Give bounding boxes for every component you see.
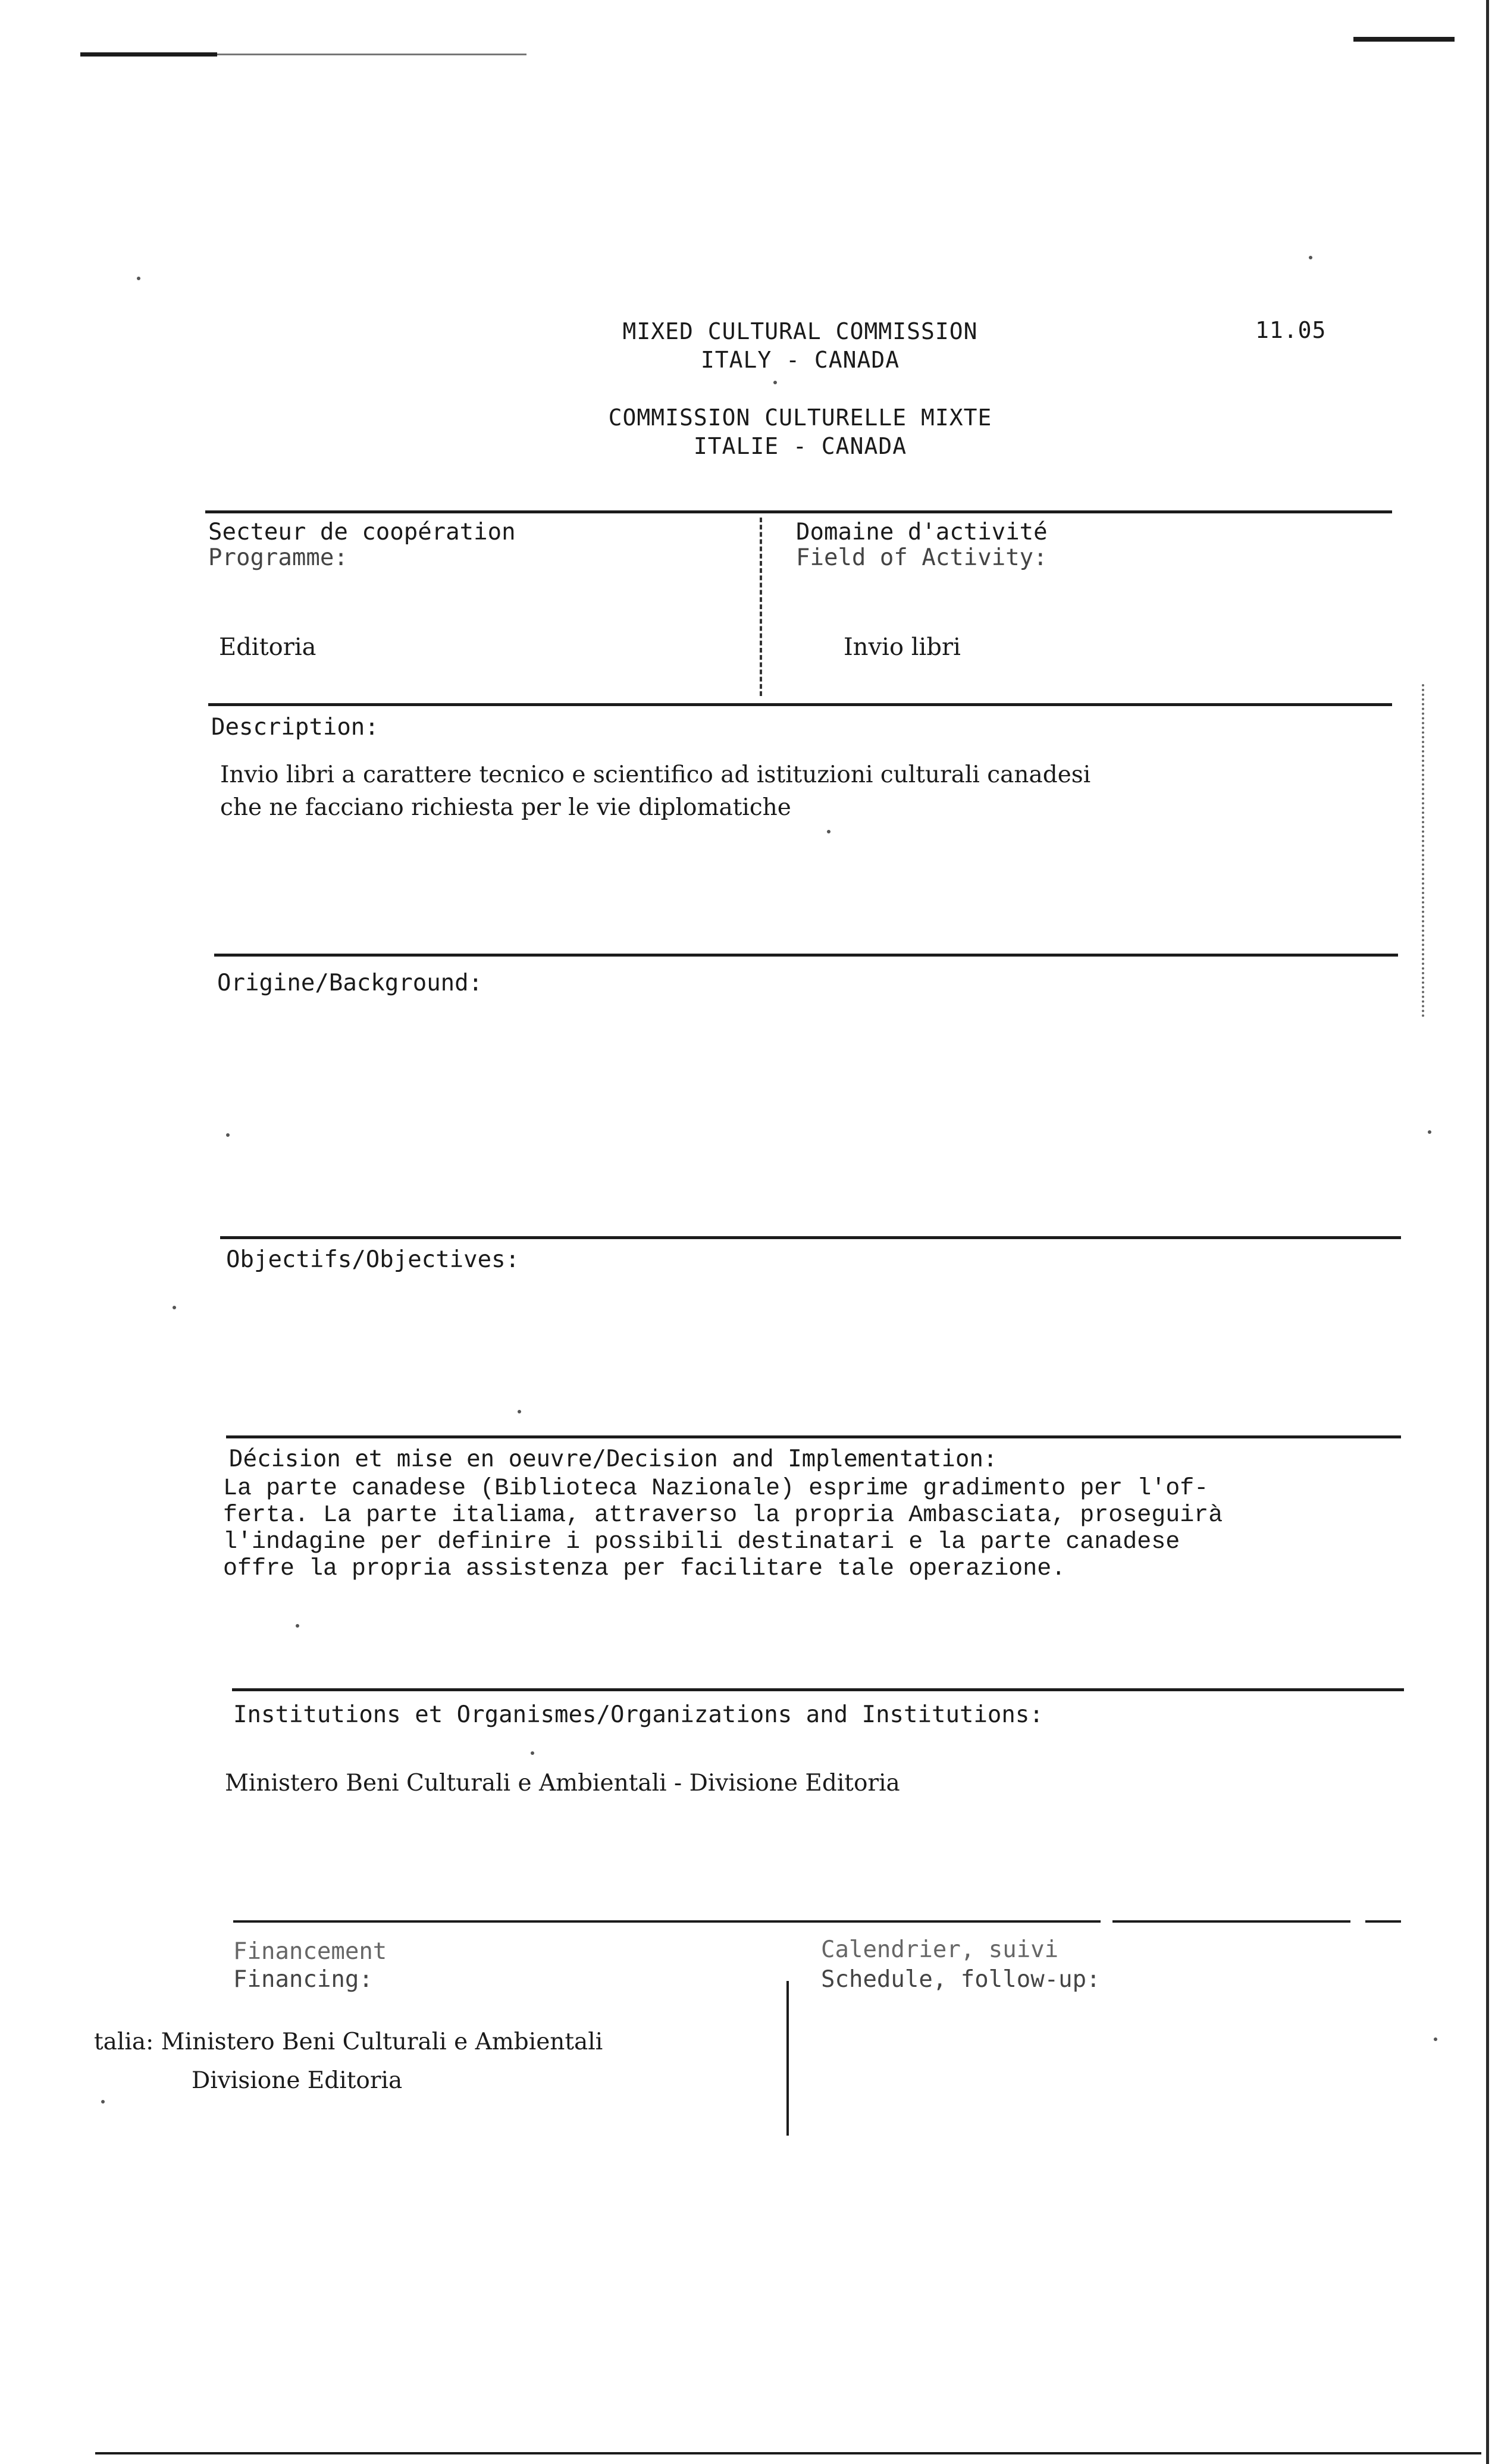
description-line2: che ne facciano richiesta per le vie diplomatiche <box>220 794 791 821</box>
decision-line1: La parte canadese (Biblioteca Nazionale) esprime gradimento per l'of- <box>223 1475 1209 1502</box>
scan-speck <box>1428 1130 1431 1134</box>
sector-value: Editoria <box>219 634 316 661</box>
schedule-label-en: Schedule, follow-up: <box>821 1966 1101 1993</box>
scan-speck <box>827 830 830 833</box>
sector-label-fr: Secteur de coopération <box>208 519 516 546</box>
scan-rule-top-left-faint <box>217 54 526 55</box>
scan-speck <box>226 1133 230 1137</box>
divider-financing-schedule <box>786 1981 789 2136</box>
domain-value: Invio libri <box>844 634 961 661</box>
schedule-label-fr: Calendrier, suivi <box>821 1936 1059 1963</box>
decision-line3: l'indagine per definire i possibili destinatari e la parte canadese <box>223 1529 1180 1556</box>
title-fr-line2: ITALIE - CANADA <box>693 433 907 459</box>
scan-speck <box>518 1410 521 1413</box>
scan-speck <box>531 1751 534 1755</box>
financing-label-fr: Financement <box>233 1938 387 1965</box>
rule-financing-top-a <box>233 1920 1101 1923</box>
scan-rule-top-right <box>1353 37 1455 42</box>
background-label: Origine/Background: <box>217 970 483 996</box>
financing-value-line2: Divisione Editoria <box>192 2067 403 2094</box>
title-en-line2: ITALY - CANADA <box>700 347 900 373</box>
sector-label-en: Programme: <box>208 544 348 571</box>
rule-objectives-top <box>220 1236 1401 1239</box>
rule-decision-top <box>226 1435 1401 1438</box>
scan-speck <box>101 2100 105 2104</box>
objectives-label: Objectifs/Objectives: <box>226 1246 520 1273</box>
domain-label-fr: Domaine d'activité <box>796 519 1048 546</box>
description-line1: Invio libri a carattere tecnico e scientifico ad istituzioni culturali canadesi <box>220 761 1091 788</box>
rule-financing-top-b <box>1112 1920 1350 1923</box>
divider-sector-domain <box>760 518 764 696</box>
institutions-value: Ministero Beni Culturali e Ambientali - Divisione Editoria <box>225 1770 900 1797</box>
description-label: Description: <box>211 714 379 741</box>
reference-number: 11.05 <box>1255 317 1327 343</box>
scan-rule-bottom <box>95 2452 1481 2454</box>
scan-speck <box>137 277 140 280</box>
scan-speck <box>1309 256 1312 259</box>
decision-label: Décision et mise en oeuvre/Decision and Implementation: <box>229 1446 998 1472</box>
institutions-label: Institutions et Organismes/Organizations and Institutions: <box>233 1701 1043 1728</box>
decision-line4: offre la propria assistenza per facilitare tale operazione. <box>223 1556 1066 1582</box>
rule-background-top <box>214 954 1398 957</box>
scan-rule-top-left <box>80 52 217 57</box>
title-en-line1: MIXED CULTURAL COMMISSION <box>622 318 978 344</box>
scan-speck <box>773 381 777 384</box>
scan-speck <box>296 1624 299 1628</box>
scan-speck <box>1434 2037 1437 2041</box>
financing-label-en: Financing: <box>233 1966 373 1993</box>
rule-description-top <box>208 703 1392 706</box>
title-fr-line1: COMMISSION CULTURELLE MIXTE <box>608 405 992 431</box>
rule-financing-top-c <box>1365 1920 1401 1923</box>
scan-right-edge <box>1486 0 1489 2464</box>
rule-institutions-top <box>232 1688 1404 1691</box>
scan-dotted-margin <box>1422 684 1427 1017</box>
domain-label-en: Field of Activity: <box>796 544 1048 571</box>
scan-speck <box>173 1306 176 1309</box>
financing-value-line1: talia: Ministero Beni Culturali e Ambientali <box>94 2029 603 2055</box>
rule-sector-top <box>205 510 1392 513</box>
decision-line2: ferta. La parte italiama, attraverso la propria Ambasciata, proseguirà <box>223 1502 1223 1529</box>
